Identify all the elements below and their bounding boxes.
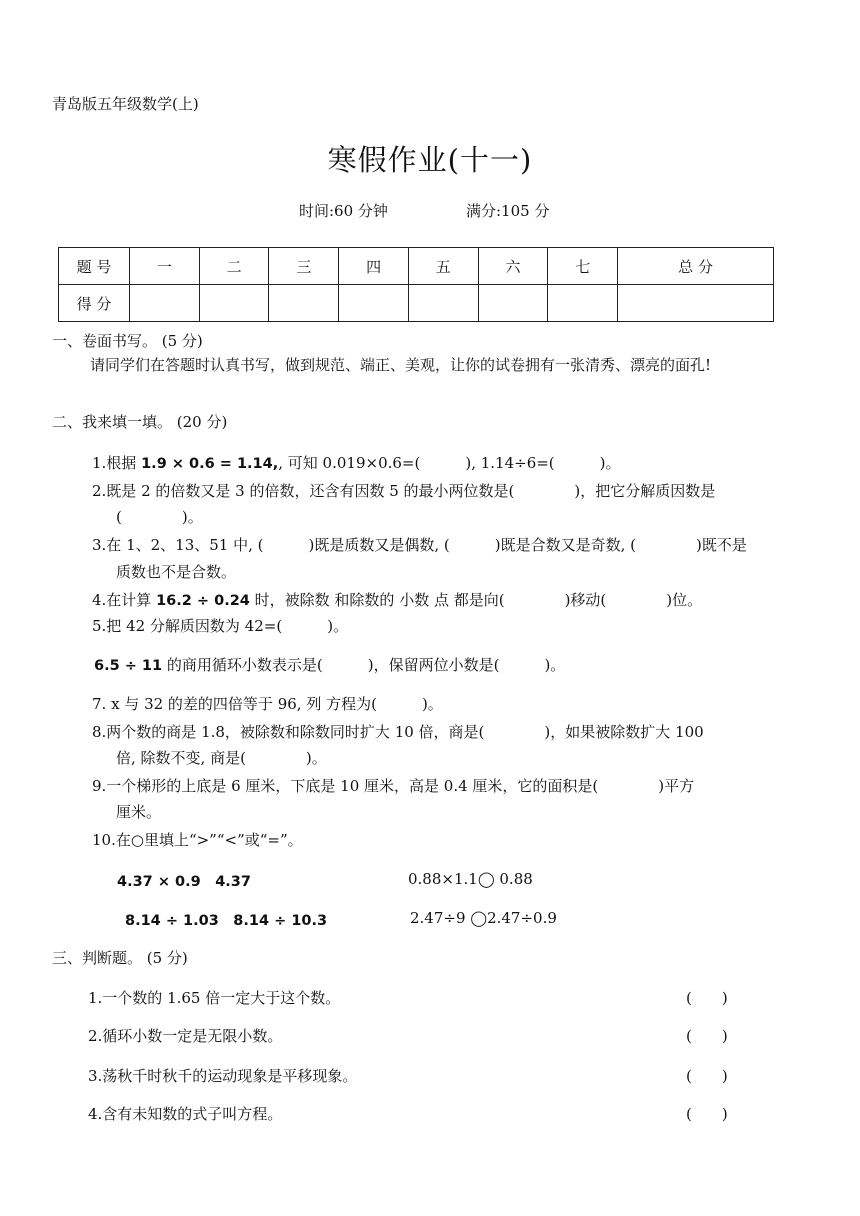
answer-paren-1[interactable]: ( ) [686, 989, 728, 1007]
score-cell[interactable] [269, 285, 339, 322]
judge-item-3: 3.荡秋千时秋千的运动现象是平移现象。 [88, 1067, 358, 1085]
time-limit: 时间:60 分钟 [299, 202, 388, 220]
table-cell: 三 [269, 248, 339, 285]
full-score: 满分:105 分 [466, 202, 550, 220]
question-5: 5.把 42 分解质因数为 42=( )。 [92, 617, 349, 635]
question-3-line-1: 3.在 1、2、13、51 中, ( )既是质数又是偶数, ( )既是合数又是奇数, ( )既不是 [92, 536, 747, 554]
table-cell: 七 [548, 248, 618, 285]
question-4-formula: 16.2 ÷ 0.24 [156, 593, 250, 609]
score-cell[interactable] [199, 285, 269, 322]
question-8-line-2: 倍, 除数不变, 商是( )。 [116, 749, 327, 767]
score-cell[interactable] [618, 285, 774, 322]
question-8-line-1: 8.两个数的商是 1.8，被除数和除数同时扩大 10 倍，商是( )，如果被除数扩大 100 [92, 723, 704, 741]
question-1-rest: , 可知 0.019×0.6=( ), 1.14÷6=( )。 [278, 454, 621, 472]
answer-paren-2[interactable]: ( ) [686, 1027, 728, 1045]
section-1-heading: 一、卷面书写。 (5 分) [52, 332, 203, 350]
question-6 [94, 654, 565, 675]
series-label: 青岛版五年级数学(上) [52, 95, 199, 113]
compare-item-1[interactable]: 4.37 × 0.9 4.37 [117, 874, 251, 890]
score-cell[interactable] [130, 285, 200, 322]
score-table-header-row [59, 248, 774, 285]
section-3-heading: 三、判断题。 (5 分) [52, 949, 188, 967]
table-cell: 五 [408, 248, 478, 285]
score-cell[interactable] [478, 285, 548, 322]
score-cell[interactable] [548, 285, 618, 322]
table-cell: 二 [199, 248, 269, 285]
score-table [58, 247, 774, 322]
question-7: 7. x 与 32 的差的四倍等于 96, 列 方程为( )。 [92, 695, 443, 713]
question-9-line-2: 厘米。 [116, 803, 162, 821]
question-9-line-1: 9.一个梯形的上底是 6 厘米，下底是 10 厘米，高是 0.4 厘米，它的面积是( )平方 [92, 777, 695, 795]
judge-item-1: 1.一个数的 1.65 倍一定大于这个数。 [88, 989, 341, 1007]
table-cell: 题 号 [59, 248, 130, 285]
question-1-formula: 1.9 × 0.6 = 1.14, [141, 456, 279, 472]
score-table-score-row [59, 285, 774, 322]
page-title: 寒假作业(十一) [327, 143, 533, 177]
question-2-line-2: ( )。 [116, 508, 203, 526]
section-1-text: 请同学们在答题时认真书写，做到规范、端正、美观，让你的试卷拥有一张清秀、漂亮的面孔! [90, 356, 712, 374]
question-2-line-1: 2.既是 2 的倍数又是 3 的倍数，还含有因数 5 的最小两位数是( )，把它分解质因数是 [92, 482, 716, 500]
table-cell: 六 [478, 248, 548, 285]
answer-paren-3[interactable]: ( ) [686, 1067, 728, 1085]
question-10: 10.在○里填上“>”“<”或“=”。 [92, 831, 303, 849]
section-2-heading: 二、我来填一填。 (20 分) [52, 413, 228, 431]
question-4 [92, 589, 702, 610]
table-cell: 一 [130, 248, 200, 285]
question-4-rest: 时，被除数 和除数的 小数 点 都是向( )移动( )位。 [249, 591, 703, 609]
score-cell[interactable] [339, 285, 409, 322]
compare-item-4[interactable]: 2.47÷9 ◯2.47÷0.9 [410, 909, 557, 927]
question-1-prefix: 1.根据 [92, 454, 142, 472]
question-1 [92, 452, 621, 473]
score-cell[interactable] [408, 285, 478, 322]
compare-item-3[interactable]: 8.14 ÷ 1.03 8.14 ÷ 10.3 [125, 913, 328, 929]
table-cell: 得 分 [59, 285, 130, 322]
answer-paren-4[interactable]: ( ) [686, 1105, 728, 1123]
question-4-prefix: 4.在计算 [92, 591, 157, 609]
table-cell: 四 [339, 248, 409, 285]
question-3-line-2: 质数也不是合数。 [116, 563, 237, 581]
question-6-formula: 6.5 ÷ 11 [94, 658, 163, 674]
table-cell: 总 分 [618, 248, 774, 285]
judge-item-4: 4.含有未知数的式子叫方程。 [88, 1105, 283, 1123]
compare-item-2[interactable]: 0.88×1.1◯ 0.88 [408, 870, 533, 888]
question-6-rest: 的商用循环小数表示是( )，保留两位小数是( )。 [162, 656, 566, 674]
judge-item-2: 2.循环小数一定是无限小数。 [88, 1027, 283, 1045]
